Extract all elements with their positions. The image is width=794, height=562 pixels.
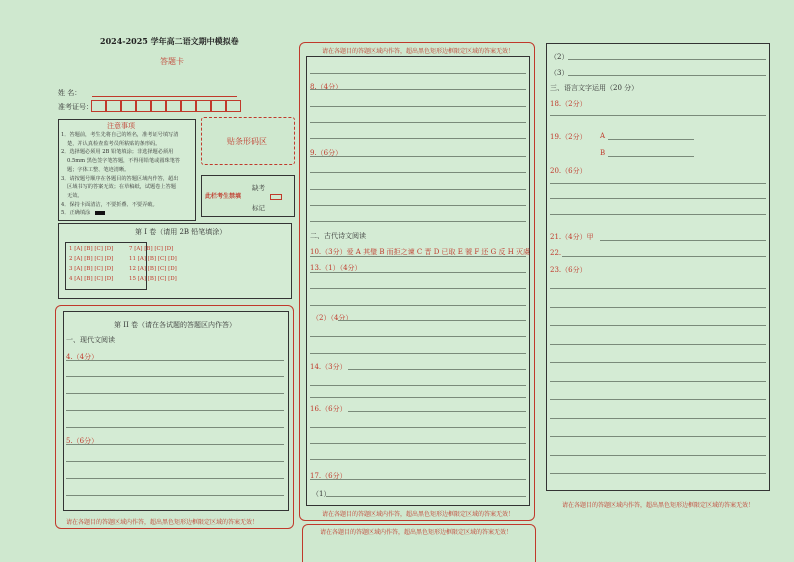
answer-line[interactable] (348, 369, 526, 370)
answer-line[interactable] (66, 461, 284, 462)
choice-row[interactable]: 12 [A] [B] [C] [D] (129, 266, 177, 272)
choice-row[interactable]: 4 [A] [B] [C] [D] (69, 276, 114, 282)
answer-line[interactable] (310, 272, 526, 273)
q13-label: 13.（1）（4分） (310, 264, 362, 272)
q16-label: 16.（6分） (310, 405, 347, 413)
boundary-notice: 请在各题目的答题区域内作答，超出黑色矩形边框限定区域的答案无效！ (322, 48, 515, 55)
boundary-notice: 请在各题目的答题区域内作答，超出黑色矩形边框限定区域的答案无效！ (322, 511, 515, 518)
part1-heading: 一、现代文阅读 (66, 336, 115, 344)
q2-label: （2） (550, 53, 569, 61)
answer-line[interactable] (550, 381, 766, 382)
q17a-label: （1） (312, 490, 331, 498)
answer-line[interactable] (562, 256, 766, 257)
answer-line[interactable] (66, 495, 284, 496)
note-line: 2．选择题必须用 2B 铅笔填涂；非选择题必须用 (61, 149, 174, 156)
answer-line[interactable] (310, 336, 526, 337)
absent-checkbox[interactable] (270, 194, 282, 200)
answer-line[interactable] (310, 122, 526, 123)
exam-id-label: 准考证号： (58, 103, 93, 111)
answer-line[interactable] (550, 344, 766, 345)
answer-line[interactable] (326, 496, 526, 497)
answer-line[interactable] (348, 411, 526, 412)
answer-line[interactable] (310, 156, 526, 157)
answer-line[interactable] (310, 205, 526, 206)
answer-line[interactable] (550, 325, 766, 326)
answer-line[interactable] (550, 214, 766, 215)
absent-mark-label: 标记 (252, 204, 265, 212)
note-line: 1．答题前，考生先将自己的姓名，准考证号填写清 (61, 132, 179, 138)
q19-option-b: B (600, 149, 606, 157)
answer-line[interactable] (66, 410, 284, 411)
section1-box (58, 223, 292, 299)
q17-label: 17.（6分） (310, 472, 347, 480)
answer-line[interactable] (66, 393, 284, 394)
note-line: 题；字体工整、笔迹清晰。 (67, 166, 130, 173)
barcode-label: 贴条形码区 (227, 137, 267, 146)
answer-sheet-label: 答题卡 (160, 57, 184, 66)
answer-line[interactable] (550, 436, 766, 437)
name-underline[interactable] (92, 96, 237, 97)
answer-line[interactable] (310, 443, 526, 444)
boundary-notice: 请在各题目的答题区域内作答，超出黑色矩形边框限定区域的答案无效！ (562, 502, 755, 509)
answer-line[interactable] (310, 73, 526, 74)
answer-line[interactable] (310, 172, 526, 173)
answer-line[interactable] (66, 376, 284, 377)
boundary-notice: 请在各题目的答题区域内作答，超出黑色矩形边框限定区域的答案无效！ (66, 519, 259, 526)
part3-heading: 三、语言文字运用（20 分） (550, 84, 639, 92)
q21-label: 21.（4分）甲 (550, 233, 594, 241)
answer-line[interactable] (66, 478, 284, 479)
exam-id-boxes[interactable] (91, 100, 241, 113)
q8-label: 8.（4分） (310, 83, 343, 91)
boundary-notice: 请在各题目的答题区域内作答，超出黑色矩形边框限定区域的答案无效！ (320, 529, 513, 536)
answer-line[interactable] (310, 288, 526, 289)
filled-sample-mark (95, 211, 105, 215)
answer-line[interactable] (66, 444, 284, 445)
q19-option-a: A (600, 132, 606, 140)
answer-line[interactable] (550, 288, 766, 289)
answer-line[interactable] (66, 427, 284, 428)
answer-line[interactable] (310, 89, 526, 90)
answer-line[interactable] (550, 399, 766, 400)
notes-list (61, 131, 195, 218)
name-label: 姓 名： (58, 89, 82, 97)
q23-label: 23.（6分） (550, 266, 587, 274)
q9-label: 9.（6分） (310, 149, 343, 157)
q10-label: 10.（3分）爱 A 其璧 B 而拒之谏 C 晋 D 已取 E 虢 F 还 G 反 H 灭虞 (310, 248, 531, 256)
answer-line[interactable] (550, 307, 766, 308)
choice-row[interactable]: 15 [A] [B] [C] [D] (129, 276, 177, 282)
q19-label: 19.（2分） (550, 133, 587, 141)
answer-line[interactable] (310, 138, 526, 139)
note-line: 0.5mm 黑色签字笔答题，不得用铅笔或圆珠笔答 (67, 158, 181, 165)
choice-row[interactable]: 1 [A] [B] [C] [D] (69, 246, 114, 252)
notes-title: 注意事项 (107, 122, 135, 130)
answer-line[interactable] (600, 240, 766, 241)
note-line: 区域书写的答案无效；在草稿纸，试题卷上答题 (67, 184, 176, 191)
section2-title: 第 II 卷（请在各试题的答题区内作答） (114, 321, 236, 329)
q13b-label: （2）（4分） (312, 314, 353, 322)
q4-label: 4.（4分） (66, 353, 99, 361)
q14-label: 14.（3分） (310, 363, 347, 371)
answer-line[interactable] (310, 221, 526, 222)
choice-row[interactable]: 2 [A] [B] [C] [D] (69, 256, 114, 262)
q5-label: 5.（6分） (66, 437, 99, 445)
note-line: 3．请按题号顺序在各题目的答题区域内作答，超出 (61, 175, 179, 182)
absent-label: 此栏考生禁填 (205, 193, 242, 200)
answer-line[interactable] (550, 455, 766, 456)
answer-line[interactable] (310, 256, 526, 257)
answer-line[interactable] (550, 473, 766, 474)
note-line (61, 209, 195, 218)
q18-label: 18.（2分） (550, 100, 587, 108)
answer-line[interactable] (550, 183, 766, 184)
answer-line[interactable] (310, 479, 526, 480)
absent-mark-label: 缺考 (252, 184, 265, 192)
choice-row[interactable]: 11 [A] [B] [C] [D] (129, 256, 177, 262)
q20-label: 20.（6分） (550, 167, 587, 175)
note-line: 楚，并认真检查监考员所粘贴的条形码。 (67, 140, 161, 147)
answer-line[interactable] (310, 189, 526, 190)
answer-line[interactable] (550, 362, 766, 363)
answer-line[interactable] (310, 397, 526, 398)
answer-line[interactable] (550, 418, 766, 419)
answer-line[interactable] (550, 115, 766, 116)
answer-line[interactable] (310, 353, 526, 354)
answer-line[interactable] (608, 139, 694, 140)
answer-line[interactable] (568, 59, 766, 60)
answer-line[interactable] (608, 156, 694, 157)
section1-title: 第 I 卷（请用 2B 铅笔填涂） (135, 228, 227, 236)
note-line: 4．保持卡面清洁，不要折叠、不要弄破。 (61, 201, 158, 208)
q3-label: （3） (550, 69, 569, 77)
answer-line[interactable] (568, 75, 766, 76)
choice-row[interactable]: 3 [A] [B] [C] [D] (69, 266, 114, 272)
part2-heading: 二、古代诗文阅读 (310, 232, 366, 240)
page-title: 2024-2025 学年高二语文期中模拟卷 (100, 36, 239, 46)
answer-line[interactable] (310, 427, 526, 428)
answer-line[interactable] (550, 198, 766, 199)
answer-line[interactable] (310, 459, 526, 460)
middle-box (306, 56, 530, 506)
choice-row[interactable]: 7 [A] [B] [C] [D] (129, 246, 174, 252)
q22-label: 22. (550, 249, 562, 257)
answer-line[interactable] (310, 106, 526, 107)
answer-line[interactable] (66, 360, 284, 361)
answer-line[interactable] (338, 320, 526, 321)
answer-line[interactable] (310, 305, 526, 306)
note-line-text: 5．正确填涂 (61, 210, 91, 217)
answer-line[interactable] (310, 385, 526, 386)
absent-box (201, 175, 295, 217)
note-line: 无效。 (67, 192, 83, 199)
barcode-area (201, 117, 295, 165)
